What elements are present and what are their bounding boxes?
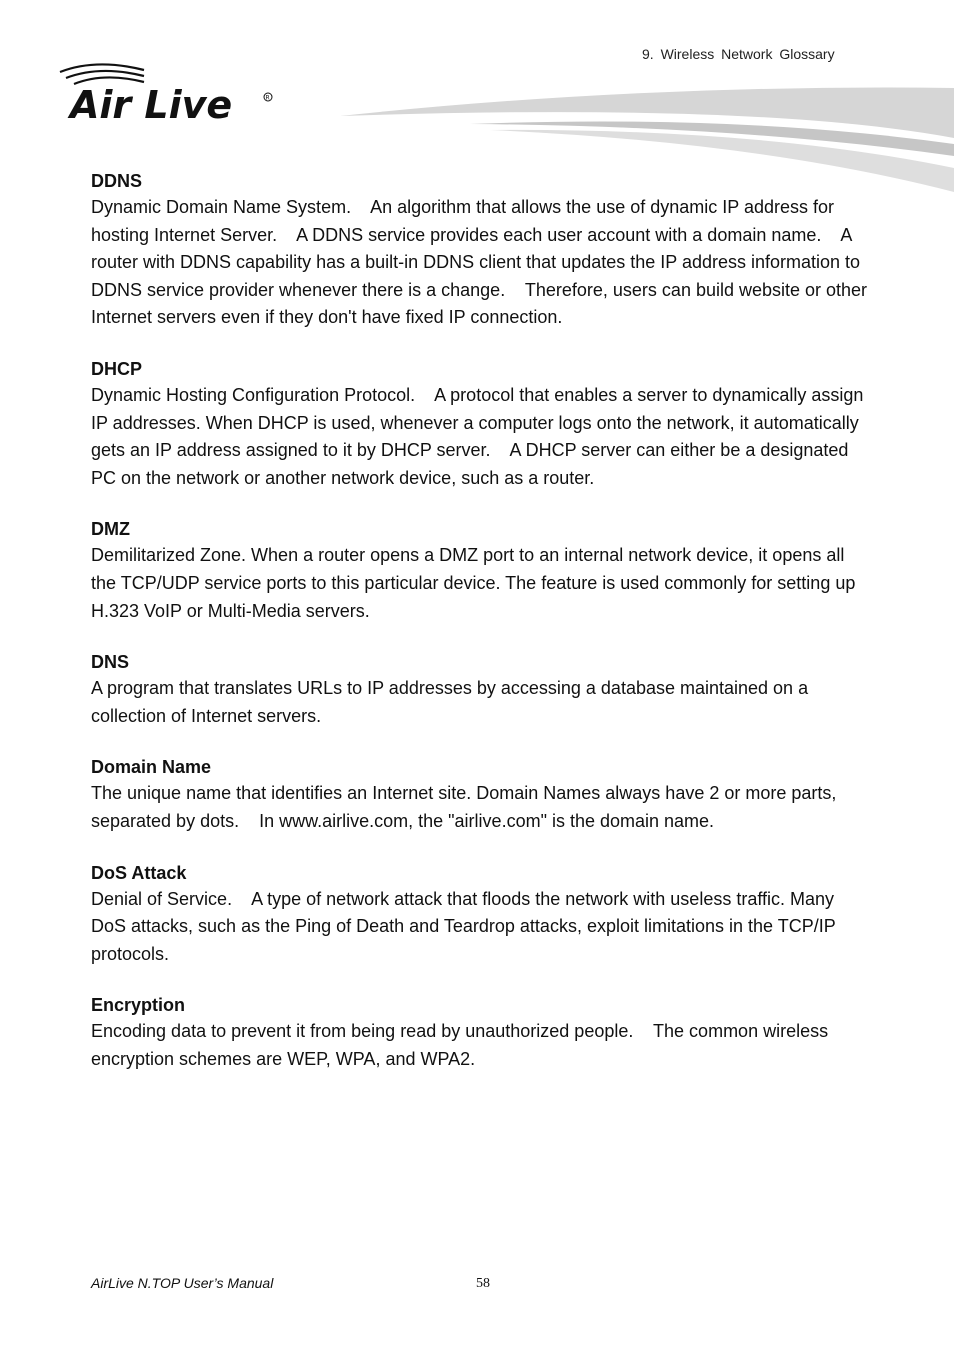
glossary-entry-dmz: [91, 516, 871, 625]
term-heading: Domain Name: [91, 757, 212, 778]
term-heading: DNS: [91, 652, 130, 673]
glossary-entry-dns: [91, 649, 871, 730]
term-heading: DDNS: [91, 171, 143, 191]
term-definition: A program that translates URLs to IP addresses by accessing a database maintained on a collection of Internet servers.: [91, 678, 809, 726]
glossary-entry-encryption: [91, 992, 871, 1073]
page-number: 58: [476, 1276, 490, 1291]
glossary-entry-domain-name: [91, 754, 871, 835]
glossary-entry-dos-attack: [91, 860, 871, 969]
term-definition: Dynamic Domain Name System. An algorithm that allows the use of dynamic IP address for hosting Internet Server. A DDNS service provides each user account with a domain name. A router with DDNS capability has a built-in DDNS client that updates the IP address information to DDNS service provider whenever there is a change. Therefore, users can build website or other Internet servers even if they don't have fixed IP connection.: [91, 197, 868, 328]
chapter-title: 9. Wireless Network Glossary: [642, 46, 835, 62]
term-heading: DHCP: [91, 358, 143, 379]
term-heading: DMZ: [91, 519, 130, 540]
airlive-logo: [56, 58, 286, 128]
glossary-entry-dhcp: [91, 356, 871, 492]
term-definition: The unique name that identifies an Internet site. Domain Names always have 2 or more parts, separated by dots. In www.airlive.com, the "airlive.com" is the domain name.: [91, 783, 837, 831]
term-heading: Encryption: [91, 995, 186, 1016]
svg-text:R: R: [265, 94, 270, 102]
glossary-entry-ddns: [91, 168, 871, 332]
term-definition: Encoding data to prevent it from being read by unauthorized people. The common wireless encryption schemes are WEP, WPA, and WPA2.: [91, 1021, 829, 1069]
manual-title: AirLive N.TOP User’s Manual: [91, 1275, 274, 1291]
term-definition: Demilitarized Zone. When a router opens a DMZ port to an internal network device, it opens all the TCP/UDP service ports to this particular device. The feature is used commonly for setting up H.323 VoIP or Multi-Media servers.: [91, 545, 856, 621]
svg-text:Air Live: Air Live: [70, 83, 233, 127]
term-heading: DoS Attack: [91, 862, 187, 883]
term-definition: Denial of Service. A type of network attack that floods the network with useless traffic. Many DoS attacks, such as the Ping of Death and Teardrop attacks, exploit limitations in the TCP/IP protocols.: [91, 888, 836, 964]
glossary-list: [91, 166, 871, 1097]
term-definition: Dynamic Hosting Configuration Protocol. A protocol that enables a server to dynamically assign IP addresses. When DHCP is used, whenever a computer logs onto the network, it automatically gets an IP address assigned to it by DHCP server. A DHCP server can either be a designated PC on the network or another network device, such as a router.: [91, 384, 864, 488]
